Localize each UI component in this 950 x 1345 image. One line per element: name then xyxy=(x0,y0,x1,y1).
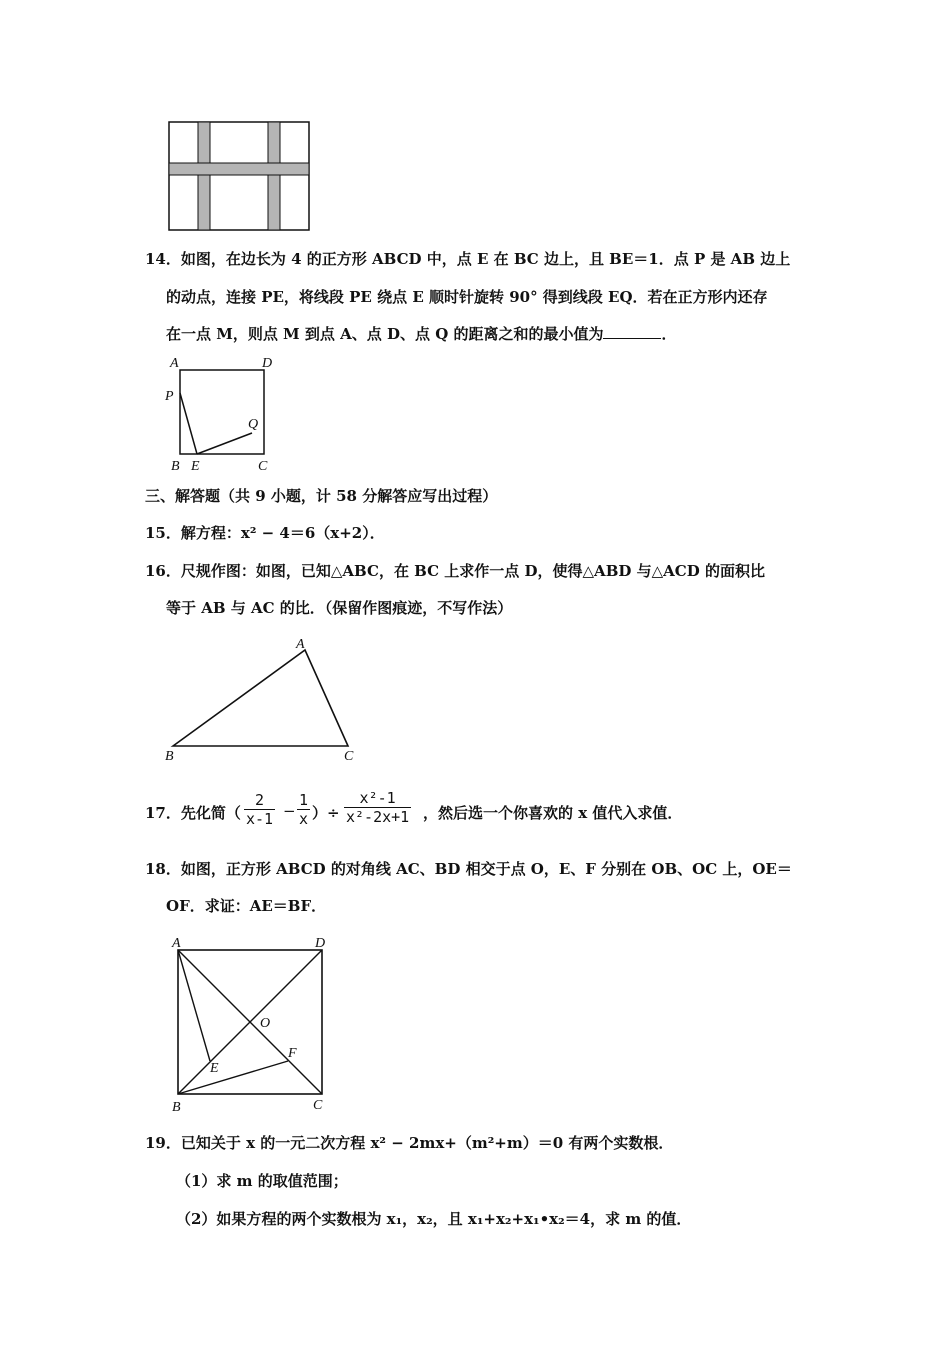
q16-line-2: 等于 AB 与 AC 的比．（保留作图痕迹，不写作法） xyxy=(166,599,513,617)
q17-divide: ）÷ xyxy=(312,804,340,822)
q19-line-1: 19．已知关于 x 的一元二次方程 x² − 2mx+（m²+m）＝0 有两个实数根． xyxy=(145,1134,674,1152)
q17-minus: − xyxy=(283,802,296,820)
label-D: D xyxy=(315,936,326,951)
q14-line-3-end: ． xyxy=(661,325,677,343)
q18-line-2: OF．求证：AE＝BF． xyxy=(166,897,327,915)
label-D: D xyxy=(262,356,273,371)
label-P: P xyxy=(165,389,174,404)
frac1-numerator: 2 xyxy=(244,791,275,810)
q14-square-figure xyxy=(160,352,280,476)
label-C: C xyxy=(344,749,354,764)
q17-suffix: ，然后选一个你喜欢的 x 值代入求值． xyxy=(423,804,683,822)
q19-part-1: （1）求 m 的取值范围； xyxy=(176,1172,348,1190)
q15-text: 15．解方程：x² − 4＝6（x+2）． xyxy=(145,524,385,542)
frac3-numerator: x²-1 xyxy=(344,789,411,808)
q13-grid-figure xyxy=(168,121,312,233)
label-B: B xyxy=(171,459,180,474)
frac3-denominator: x²-2x+1 xyxy=(346,808,410,826)
label-F: F xyxy=(288,1046,297,1061)
frac2-numerator: 1 xyxy=(299,791,309,809)
q17-fraction-2 xyxy=(297,791,310,828)
label-A: A xyxy=(170,356,179,371)
label-E: E xyxy=(210,1061,219,1076)
q14-line-2: 的动点，连接 PE，将线段 PE 绕点 E 顺时针旋转 90° 得到线段 EQ．若在正方形内还存 xyxy=(166,288,768,306)
label-E: E xyxy=(191,459,200,474)
q14-line-3 xyxy=(166,324,677,344)
frac2-denominator: x xyxy=(299,810,309,828)
answer-blank[interactable] xyxy=(603,324,661,339)
label-A: A xyxy=(296,637,305,652)
q14-line-3-text: 在一点 M，则点 M 到点 A、点 D、点 Q 的距离之和的最小值为 xyxy=(166,325,604,343)
frac1-denominator: x-1 xyxy=(246,810,274,828)
q18-line-1: 18．如图，正方形 ABCD 的对角线 AC、BD 相交于点 O，E、F 分别在 OB、OC 上，OE＝ xyxy=(145,860,792,878)
q17-fraction-3 xyxy=(344,789,411,826)
q17-fraction-1 xyxy=(244,791,275,828)
label-Q: Q xyxy=(248,417,259,432)
label-C: C xyxy=(313,1098,323,1113)
q16-line-1: 16．尺规作图：如图，已知△ABC，在 BC 上求作一点 D，使得△ABD 与△ACD 的面积比 xyxy=(145,562,765,580)
label-A: A xyxy=(172,936,181,951)
q16-triangle-figure xyxy=(160,632,365,764)
label-B: B xyxy=(172,1100,181,1115)
label-B: B xyxy=(165,749,174,764)
q17-prefix: 17．先化简（ xyxy=(145,804,241,822)
label-C: C xyxy=(258,459,268,474)
section-3-heading: 三、解答题（共 9 小题，计 58 分解答应写出过程） xyxy=(145,487,498,505)
q18-square-figure xyxy=(165,930,345,1118)
label-O: O xyxy=(260,1016,271,1031)
q19-part-2: （2）如果方程的两个实数根为 x₁，x₂，且 x₁+x₂+x₁•x₂＝4，求 m 的值． xyxy=(176,1210,692,1228)
q14-line-1: 14．如图，在边长为 4 的正方形 ABCD 中，点 E 在 BC 边上，且 BE＝1．点 P 是 AB 边上 xyxy=(145,250,791,268)
